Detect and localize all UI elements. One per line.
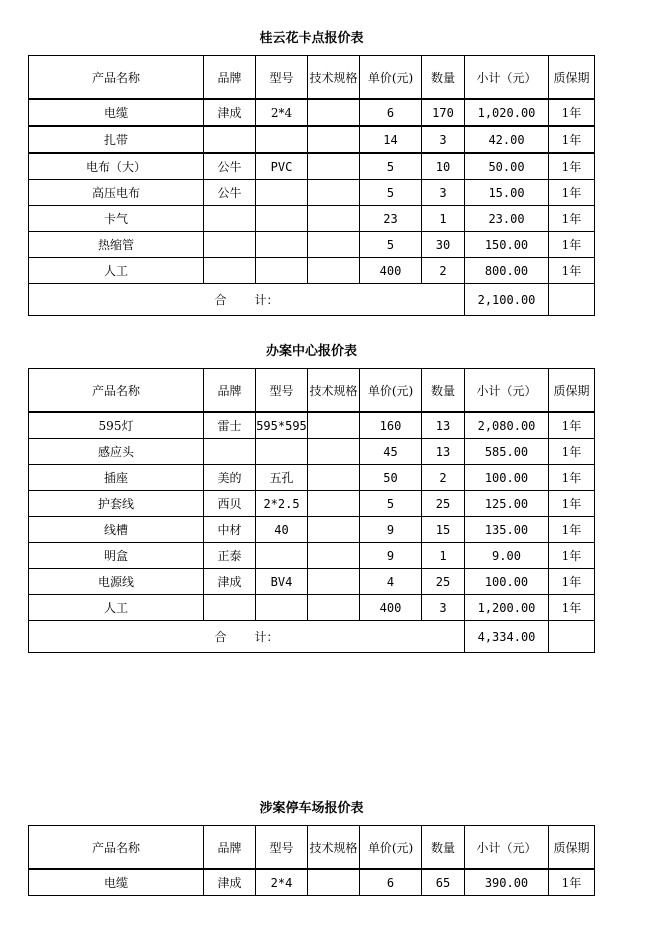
table-row	[29, 153, 595, 180]
cell-quantity: 13	[422, 412, 465, 439]
cell-warranty: 1年	[549, 595, 595, 621]
cell-spec	[308, 569, 360, 595]
header-cell: 数量	[422, 826, 465, 870]
cell-warranty: 1年	[549, 569, 595, 595]
cell-warranty: 1年	[549, 465, 595, 491]
cell-brand	[204, 595, 256, 621]
table-row	[29, 543, 595, 569]
table-row	[29, 439, 595, 465]
header-cell: 型号	[256, 826, 308, 870]
cell-unit-price: 45	[360, 439, 422, 465]
table-row	[29, 491, 595, 517]
cell-unit-price: 400	[360, 595, 422, 621]
cell-brand	[204, 206, 256, 232]
header-cell: 产品名称	[29, 369, 204, 413]
cell-subtotal: 2,080.00	[465, 412, 549, 439]
cell-spec	[308, 180, 360, 206]
cell-spec	[308, 869, 360, 896]
header-cell: 品牌	[204, 369, 256, 413]
cell-spec	[308, 491, 360, 517]
cell-unit-price: 5	[360, 232, 422, 258]
cell-product: 线槽	[29, 517, 204, 543]
cell-spec	[308, 206, 360, 232]
header-cell: 数量	[422, 369, 465, 413]
cell-warranty: 1年	[549, 232, 595, 258]
cell-brand: 公牛	[204, 153, 256, 180]
cell-quantity: 2	[422, 465, 465, 491]
cell-unit-price: 5	[360, 180, 422, 206]
cell-unit-price: 50	[360, 465, 422, 491]
cell-model	[256, 439, 308, 465]
cell-model	[256, 543, 308, 569]
total-label-a: 合	[214, 630, 227, 644]
header-cell: 产品名称	[29, 826, 204, 870]
cell-model: BV4	[256, 569, 308, 595]
cell-subtotal: 1,020.00	[465, 99, 549, 126]
cell-unit-price: 160	[360, 412, 422, 439]
table-row	[29, 869, 595, 896]
cell-spec	[308, 153, 360, 180]
cell-subtotal: 100.00	[465, 465, 549, 491]
header-cell: 品牌	[204, 56, 256, 100]
cell-unit-price: 5	[360, 153, 422, 180]
header-cell: 小计（元）	[465, 56, 549, 100]
cell-warranty: 1年	[549, 258, 595, 284]
total-row	[29, 284, 595, 316]
cell-quantity: 65	[422, 869, 465, 896]
cell-brand	[204, 126, 256, 153]
cell-quantity: 170	[422, 99, 465, 126]
cell-model: 五孔	[256, 465, 308, 491]
cell-warranty: 1年	[549, 869, 595, 896]
cell-model	[256, 232, 308, 258]
cell-quantity: 2	[422, 258, 465, 284]
header-cell: 技术规格	[308, 56, 360, 100]
header-cell: 质保期	[549, 56, 595, 100]
cell-product: 高压电布	[29, 180, 204, 206]
total-label-b: 计：	[254, 293, 279, 307]
cell-quantity: 1	[422, 206, 465, 232]
cell-product: 卡气	[29, 206, 204, 232]
cell-product: 电缆	[29, 99, 204, 126]
cell-unit-price: 400	[360, 258, 422, 284]
cell-warranty: 1年	[549, 99, 595, 126]
cell-unit-price: 23	[360, 206, 422, 232]
cell-brand: 津成	[204, 99, 256, 126]
table-row	[29, 595, 595, 621]
cell-quantity: 3	[422, 595, 465, 621]
quote-table-1	[28, 55, 595, 316]
quote-table-2	[28, 368, 595, 653]
table-row	[29, 412, 595, 439]
total-label	[29, 621, 465, 653]
cell-warranty: 1年	[549, 153, 595, 180]
cell-quantity: 15	[422, 517, 465, 543]
cell-quantity: 1	[422, 543, 465, 569]
total-value: 2,100.00	[465, 284, 549, 316]
cell-warranty: 1年	[549, 180, 595, 206]
header-cell: 小计（元）	[465, 826, 549, 870]
cell-quantity: 10	[422, 153, 465, 180]
total-blank-cell	[549, 621, 595, 653]
cell-spec	[308, 412, 360, 439]
cell-brand: 雷士	[204, 412, 256, 439]
total-blank-cell	[549, 284, 595, 316]
table-row	[29, 126, 595, 153]
cell-brand: 中材	[204, 517, 256, 543]
cell-unit-price: 9	[360, 543, 422, 569]
cell-subtotal: 125.00	[465, 491, 549, 517]
cell-warranty: 1年	[549, 491, 595, 517]
table-row	[29, 206, 595, 232]
cell-brand: 津成	[204, 569, 256, 595]
cell-brand: 正泰	[204, 543, 256, 569]
cell-warranty: 1年	[549, 126, 595, 153]
cell-warranty: 1年	[549, 412, 595, 439]
cell-brand	[204, 232, 256, 258]
cell-spec	[308, 465, 360, 491]
total-label	[29, 284, 465, 316]
cell-quantity: 3	[422, 180, 465, 206]
cell-model	[256, 258, 308, 284]
table-header-row	[29, 826, 595, 870]
cell-product: 明盒	[29, 543, 204, 569]
total-value: 4,334.00	[465, 621, 549, 653]
cell-subtotal: 42.00	[465, 126, 549, 153]
table-row	[29, 180, 595, 206]
cell-subtotal: 390.00	[465, 869, 549, 896]
cell-product: 热缩管	[29, 232, 204, 258]
cell-model: 40	[256, 517, 308, 543]
total-label-a: 合	[214, 293, 227, 307]
cell-unit-price: 6	[360, 869, 422, 896]
table-title: 办案中心报价表	[265, 344, 357, 359]
cell-spec	[308, 232, 360, 258]
header-cell: 质保期	[549, 369, 595, 413]
cell-spec	[308, 126, 360, 153]
table-row	[29, 465, 595, 491]
table-row	[29, 258, 595, 284]
cell-brand	[204, 439, 256, 465]
total-label-b: 计：	[254, 630, 279, 644]
cell-model	[256, 180, 308, 206]
cell-unit-price: 6	[360, 99, 422, 126]
cell-subtotal: 15.00	[465, 180, 549, 206]
cell-spec	[308, 543, 360, 569]
cell-product: 人工	[29, 595, 204, 621]
header-cell: 数量	[422, 56, 465, 100]
quote-table-3	[28, 825, 595, 896]
cell-unit-price: 9	[360, 517, 422, 543]
header-cell: 质保期	[549, 826, 595, 870]
cell-quantity: 13	[422, 439, 465, 465]
table-row	[29, 232, 595, 258]
cell-spec	[308, 99, 360, 126]
cell-subtotal: 135.00	[465, 517, 549, 543]
cell-brand: 津成	[204, 869, 256, 896]
header-cell: 产品名称	[29, 56, 204, 100]
table-title: 桂云花卡点报价表	[259, 31, 364, 46]
cell-model: PVC	[256, 153, 308, 180]
cell-warranty: 1年	[549, 543, 595, 569]
cell-product: 电布（大）	[29, 153, 204, 180]
cell-subtotal: 9.00	[465, 543, 549, 569]
table-row	[29, 99, 595, 126]
cell-product: 扎带	[29, 126, 204, 153]
cell-quantity: 3	[422, 126, 465, 153]
cell-spec	[308, 439, 360, 465]
cell-product: 插座	[29, 465, 204, 491]
cell-subtotal: 50.00	[465, 153, 549, 180]
cell-quantity: 25	[422, 569, 465, 595]
cell-model	[256, 595, 308, 621]
header-cell: 型号	[256, 56, 308, 100]
cell-model: 2*4	[256, 99, 308, 126]
header-cell: 单价(元)	[360, 56, 422, 100]
cell-quantity: 30	[422, 232, 465, 258]
cell-model: 595*595	[256, 412, 308, 439]
cell-unit-price: 4	[360, 569, 422, 595]
header-cell: 小计（元）	[465, 369, 549, 413]
cell-product: 电缆	[29, 869, 204, 896]
cell-spec	[308, 258, 360, 284]
total-row	[29, 621, 595, 653]
cell-model	[256, 206, 308, 232]
cell-subtotal: 585.00	[465, 439, 549, 465]
cell-subtotal: 1,200.00	[465, 595, 549, 621]
cell-subtotal: 23.00	[465, 206, 549, 232]
cell-brand	[204, 258, 256, 284]
cell-model	[256, 126, 308, 153]
header-cell: 型号	[256, 369, 308, 413]
cell-warranty: 1年	[549, 517, 595, 543]
table-row	[29, 569, 595, 595]
cell-subtotal: 800.00	[465, 258, 549, 284]
header-cell: 单价(元)	[360, 826, 422, 870]
cell-product: 感应头	[29, 439, 204, 465]
table-header-row	[29, 56, 595, 100]
table-header-row	[29, 369, 595, 413]
cell-model: 2*2.5	[256, 491, 308, 517]
cell-product: 595灯	[29, 412, 204, 439]
cell-spec	[308, 595, 360, 621]
table-title: 涉案停车场报价表	[259, 801, 364, 816]
cell-subtotal: 150.00	[465, 232, 549, 258]
cell-brand: 西贝	[204, 491, 256, 517]
cell-unit-price: 14	[360, 126, 422, 153]
cell-model: 2*4	[256, 869, 308, 896]
cell-warranty: 1年	[549, 206, 595, 232]
cell-brand: 公牛	[204, 180, 256, 206]
header-cell: 品牌	[204, 826, 256, 870]
cell-brand: 美的	[204, 465, 256, 491]
cell-warranty: 1年	[549, 439, 595, 465]
table-row	[29, 517, 595, 543]
header-cell: 单价(元)	[360, 369, 422, 413]
cell-product: 电源线	[29, 569, 204, 595]
cell-quantity: 25	[422, 491, 465, 517]
cell-spec	[308, 517, 360, 543]
cell-product: 人工	[29, 258, 204, 284]
cell-subtotal: 100.00	[465, 569, 549, 595]
cell-product: 护套线	[29, 491, 204, 517]
header-cell: 技术规格	[308, 369, 360, 413]
cell-unit-price: 5	[360, 491, 422, 517]
header-cell: 技术规格	[308, 826, 360, 870]
